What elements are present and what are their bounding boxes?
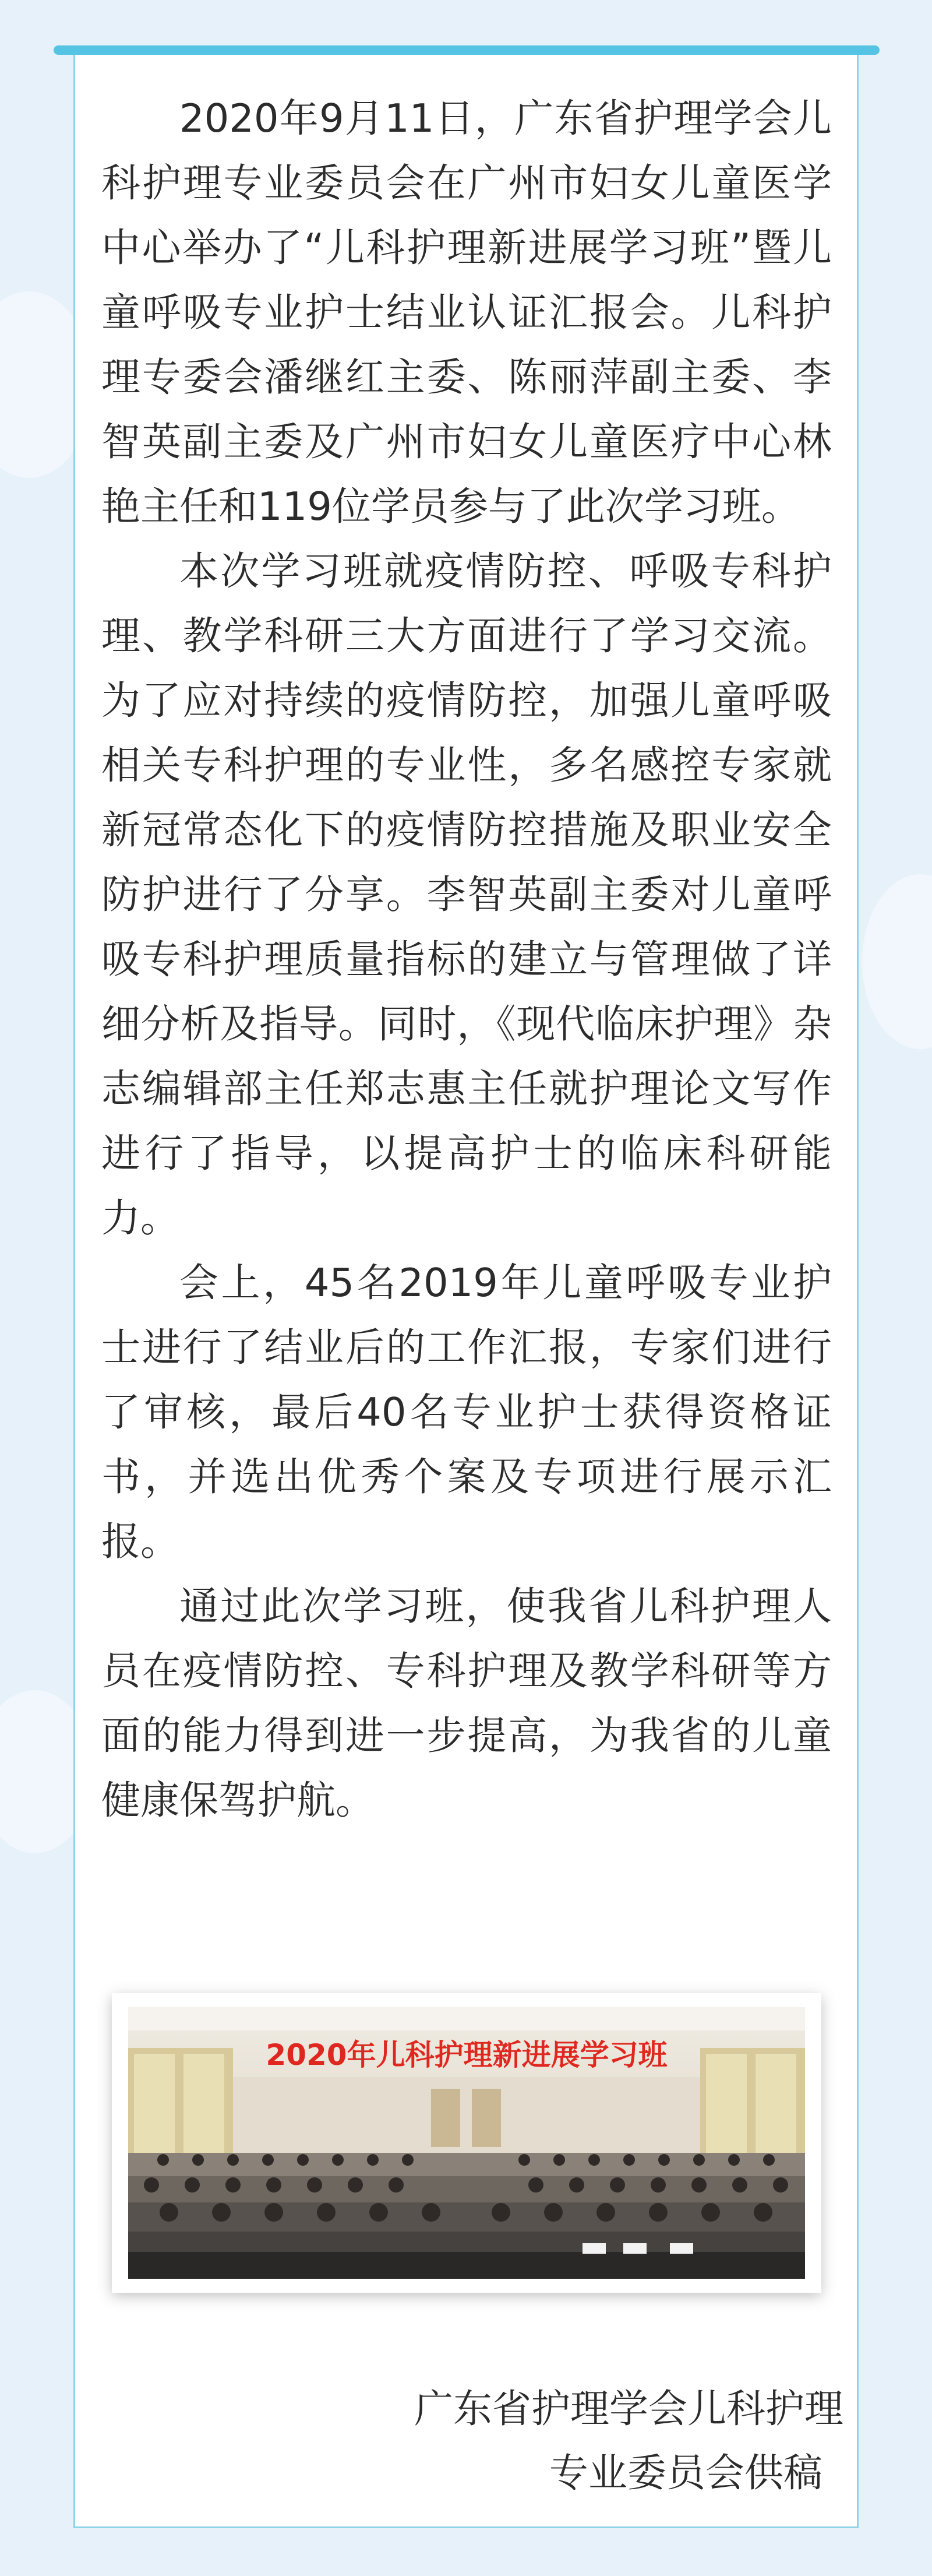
article-body: [101, 86, 832, 1833]
photo-banner-title: 2020年儿科护理新进展学习班: [266, 2038, 668, 2072]
paragraph: 会上，45名2019年儿童呼吸专业护士进行了结业后的工作汇报，专家们进行了审核，最后40名专业护士获得资格证书，并选出优秀个案及专项进行展示汇报。: [101, 1260, 832, 1564]
paragraph: 本次学习班就疫情防控、呼吸专科护理、教学科研三大方面进行了学习交流。为了应对持续的疫情防控，加强儿童呼吸相关专科护理的专业性，多名感控专家就新冠常态化下的疫情防控措施及职业安全防护进行了分享。李智英副主委对儿童呼吸专科护理质量指标的建立与管理做了详细分析及指导。同时，《现代临床护理》杂志编辑部主任郑志惠主任就护理论文写作进行了指导，以提高护士的临床科研能力。: [101, 548, 832, 1241]
background-decoration: [862, 874, 932, 1049]
paragraph: 通过此次学习班，使我省儿科护理人员在疫情防控、专科护理及教学科研等方面的能力得到进一步提高，为我省的儿童健康保驾护航。: [101, 1583, 832, 1823]
group-photo: [128, 2007, 805, 2279]
signature-line-1: 广东省护理学会儿科护理: [414, 2386, 843, 2431]
signature-line-2: 专业委员会供稿: [549, 2450, 822, 2496]
paragraph: 2020年9月11日，广东省护理学会儿科护理专业委员会在广州市妇女儿童医学中心举办了“儿科护理新进展学习班”暨儿童呼吸专业护士结业认证汇报会。儿科护理专委会潘继红主委、陈丽萍副主委、李智英副主委及广州市妇女儿童医疗中心林艳主任和119位学员参与了此次学习班。: [101, 96, 832, 529]
photo-frame: [112, 1993, 821, 2293]
header-accent-bar: [54, 45, 880, 55]
